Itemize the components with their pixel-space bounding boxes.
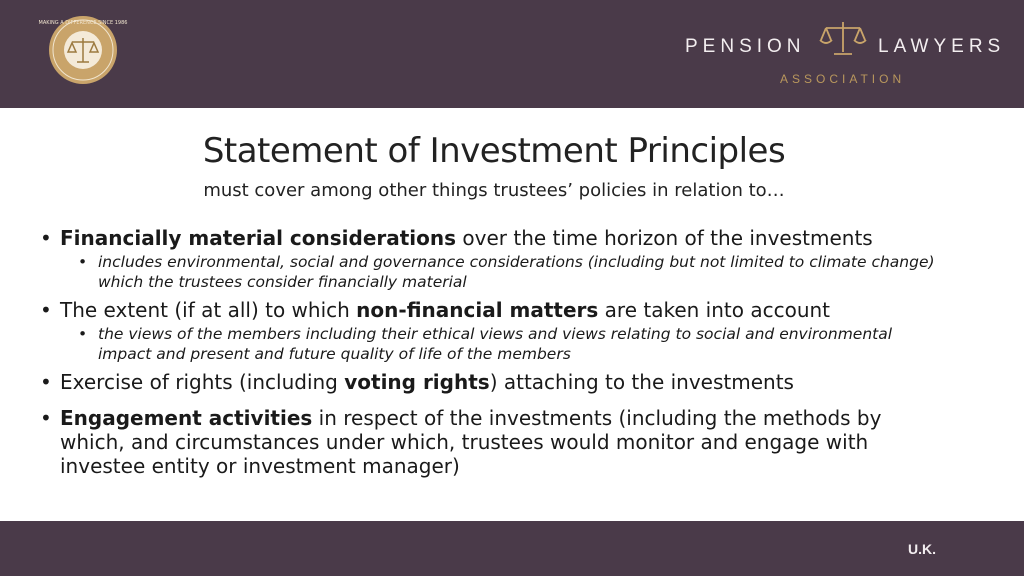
- header-band: [0, 0, 1024, 108]
- bullet-item: [40, 370, 940, 394]
- footer-region: U.K.: [908, 541, 936, 557]
- bullet-text: ) attaching to the investments: [489, 370, 794, 394]
- slide-title: Statement of Investment Principles: [202, 131, 786, 171]
- bullet-item: [40, 226, 940, 250]
- bullet-dot: •: [78, 325, 88, 343]
- bullet-text: The extent (if at all) to which: [60, 298, 357, 322]
- bullet-dot: •: [40, 370, 52, 394]
- brand-association: ASSOCIATION: [780, 72, 906, 86]
- bullet-dot: •: [40, 406, 52, 430]
- seal-text: MAKING A DIFFERENCE SINCE 1986: [38, 20, 128, 26]
- bullet-text: in respect of the investments (including the methods by which, and circumstances under which, trustees would monitor and engage with investee entity or investment manager): [60, 406, 882, 478]
- brand-word-pension: PENSION: [685, 36, 806, 57]
- brand-scale-icon: [818, 18, 868, 60]
- bullet-bold-text: Engagement activities: [60, 406, 313, 430]
- sub-bullet-item: [78, 252, 940, 292]
- sub-bullet-text: includes environmental, social and governance considerations (including but not limited to climate change) which the trustees consider financially material: [98, 253, 935, 291]
- bullet-bold-text: Financially material considerations: [60, 226, 457, 250]
- seal-logo: [38, 10, 128, 102]
- slide-subtitle: must cover among other things trustees’ policies in relation to…: [203, 180, 785, 201]
- sub-bullet-item: [78, 324, 940, 364]
- bullet-dot: •: [40, 226, 52, 250]
- bullet-dot: •: [40, 298, 52, 322]
- bullet-item: [40, 298, 940, 322]
- bullet-text: over the time horizon of the investments: [456, 226, 873, 250]
- bullet-text: Exercise of rights (including: [60, 370, 345, 394]
- bullet-list: [40, 226, 940, 480]
- footer-band: [0, 521, 1024, 576]
- brand-word-lawyers: LAWYERS: [878, 36, 1006, 57]
- bullet-bold-text: non-financial matters: [356, 298, 599, 322]
- bullet-item: [40, 406, 940, 478]
- bullet-text: are taken into account: [598, 298, 831, 322]
- bullet-dot: •: [78, 253, 88, 271]
- bullet-bold-text: voting rights: [344, 370, 490, 394]
- sub-bullet-text: the views of the members including their ethical views and views relating to social and environmental impact and present and future quality of life of the members: [98, 325, 893, 363]
